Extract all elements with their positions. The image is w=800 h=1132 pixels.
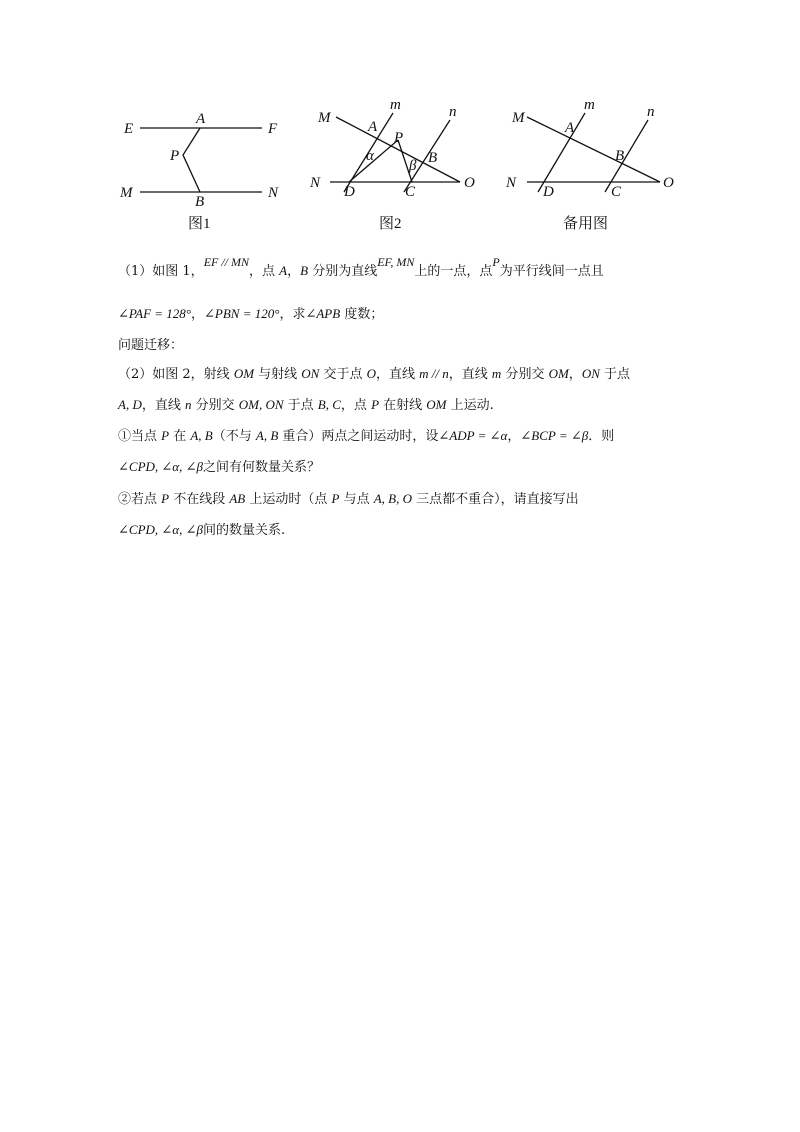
q2-text-cross-2: 分别交 [191,398,239,413]
fig2-ray-OM [336,117,460,182]
q2-point-p: P [371,397,380,412]
fig3-label-m: m [584,97,595,113]
q2-points-ad: A, D [118,397,142,412]
sub1-angle-adp: ∠ADP = ∠α [438,428,508,443]
q1-angle-apb: APB [316,306,341,321]
fig1-caption: 图1 [188,216,211,232]
sub-question-2-line-1 [118,490,579,509]
q2-text-cross: 分别交 [501,367,549,382]
q2-text-moves: 上运动. [446,398,494,413]
sub1-angle-bcp: ∠BCP = ∠β [520,428,589,443]
fig1-label-P: P [170,148,180,164]
q1-point-a: A [279,263,288,278]
fig3-label-M: M [512,110,525,126]
sub2-text-if: ②若点 [118,492,162,507]
q1-point-p: P [492,255,500,269]
fig2-label-P: P [394,130,404,146]
sub2-text-and-points: 与点 [339,492,374,507]
sub1-text-question: 之间有何数量关系？ [202,460,320,475]
q1-separator: ， [191,307,205,322]
q1-text-degree: 度数； [340,307,384,322]
q2-ray-on-2: ON [581,366,600,381]
fig2-label-alpha: α [366,148,374,164]
q2-text-at-points-2: 于点 [283,398,318,413]
fig2-label-O: O [464,175,475,191]
sub1-text-when: ①当点 [118,429,162,444]
fig2-label-m: m [390,97,401,113]
fig3-label-D: D [543,184,554,200]
sub1-point-p: P [161,428,170,443]
sub1-comma: ， [507,429,521,444]
sub2-point-p-2: P [331,491,340,506]
q2-text-point-p: ，点 [340,398,372,413]
fig3-label-A: A [565,120,575,136]
fig1-broken-line-APB [183,128,200,192]
fig2-label-N: N [310,175,321,191]
sub1-points-ab: A, B [190,428,213,443]
question-1-line-1 [118,255,604,281]
q2-text-meet: 交于点 [319,367,367,382]
figures-area [0,0,800,250]
q2-point-o: O [366,366,377,381]
fig3-line-n [605,120,648,192]
q2-points-bc: B, C [317,397,341,412]
sub-question-1-line-2 [118,458,320,477]
fig3-line-m [538,113,585,192]
q1-condition-pbn: ∠PBN = 120° [204,306,280,321]
q1-text-lines: 分别为直线 [308,264,378,279]
q1-text-between: 为平行线间一点且 [499,264,604,279]
q2-line-n: n [184,397,192,412]
fig3-label-N: N [506,175,517,191]
q1-text-point: ，点 [249,264,280,279]
fig3-caption: 备用图 [563,216,609,232]
sub2-text-relation: 间的数量关系. [202,523,286,538]
sub-question-2-line-2 [118,521,285,540]
fig1-label-N: N [268,185,279,201]
fig2-label-M: M [318,110,331,126]
q2-line-m: m [491,366,502,381]
sub2-point-p: P [161,491,170,506]
q1-condition-paf: ∠PAF = 128° [118,306,192,321]
q2-text-on-ray: 在射线 [379,398,427,413]
sub2-text-write: 三点都不重合），请直接写出 [412,492,579,507]
question-1-line-2 [118,305,383,324]
q2-comma: ， [568,367,582,382]
fig2-label-n: n [449,104,457,120]
sub2-text-moving: 上运动时（点 [245,492,332,507]
fig1-label-B: B [195,194,205,210]
q1-text-one-point: 上的一点，点 [414,264,493,279]
q1-text-intro: （1）如图 1， [118,264,204,279]
q2-text-intro: （2）如图 2，射线 [118,367,234,382]
fig3-label-n: n [647,104,655,120]
sub1-text-between: 重合）两点之间运动时，设 [278,429,439,444]
q2-ray-on: ON [301,366,320,381]
sub2-segment-ab: AB [229,491,246,506]
q2-ray-om-2: OM [548,366,569,381]
fig2-label-beta: β [409,158,417,174]
fig2-label-A: A [368,119,378,135]
migration-heading: 问题迁移： [118,338,184,353]
geometry-figures [0,0,800,250]
fig1-label-M: M [120,185,133,201]
q2-text-line-n: ，直线 [141,398,185,413]
q2-rays-om-on: OM, ON [238,397,284,412]
fig2-caption: 图2 [379,216,402,232]
q2-ray-om-3: OM [426,397,447,412]
fig3-label-O: O [663,175,674,191]
fig2-label-D: D [344,184,355,200]
fig1-label-F: F [268,121,278,137]
fig1-label-A: A [196,111,206,127]
fig2-label-C: C [405,184,416,200]
fig1-label-E: E [124,121,134,137]
sub2-relation-angles: ∠CPD, ∠α, ∠β [118,522,203,537]
question-2-line-2 [118,396,494,415]
q1-text-find: ，求∠ [279,307,317,322]
fig3-ray-OM [527,117,660,182]
sub1-text-at: 在 [169,429,191,444]
sub1-text-not-with: （不与 [212,429,256,444]
sub1-points-ab-2: A, B [255,428,279,443]
q1-lines-efmn: EF, MN [377,255,415,269]
q2-ray-om: OM [233,366,255,381]
q2-text-line: ，直线 [376,367,420,382]
sub-question-1-line-1 [118,427,614,446]
sub1-relation-angles: ∠CPD, ∠α, ∠β [118,459,203,474]
sub1-text-then: ．则 [588,429,615,444]
q2-text-line-2: ，直线 [448,367,492,382]
sub2-points-abo: A, B, O [373,491,413,506]
q2-text-at-points: 于点 [599,367,631,382]
q1-point-b: B [300,263,309,278]
q2-m-parallel-n: m // n [419,366,449,381]
question-2-line-1 [118,365,630,384]
fig3-label-C: C [611,184,622,200]
fig2-label-B: B [428,150,438,166]
q2-text-and-ray: 与射线 [254,367,302,382]
q1-ef-parallel-mn: EF // MN [203,255,250,269]
fig3-label-B: B [615,148,625,164]
q1-comma: ， [287,264,301,279]
sub2-text-not-on: 不在线段 [169,492,230,507]
